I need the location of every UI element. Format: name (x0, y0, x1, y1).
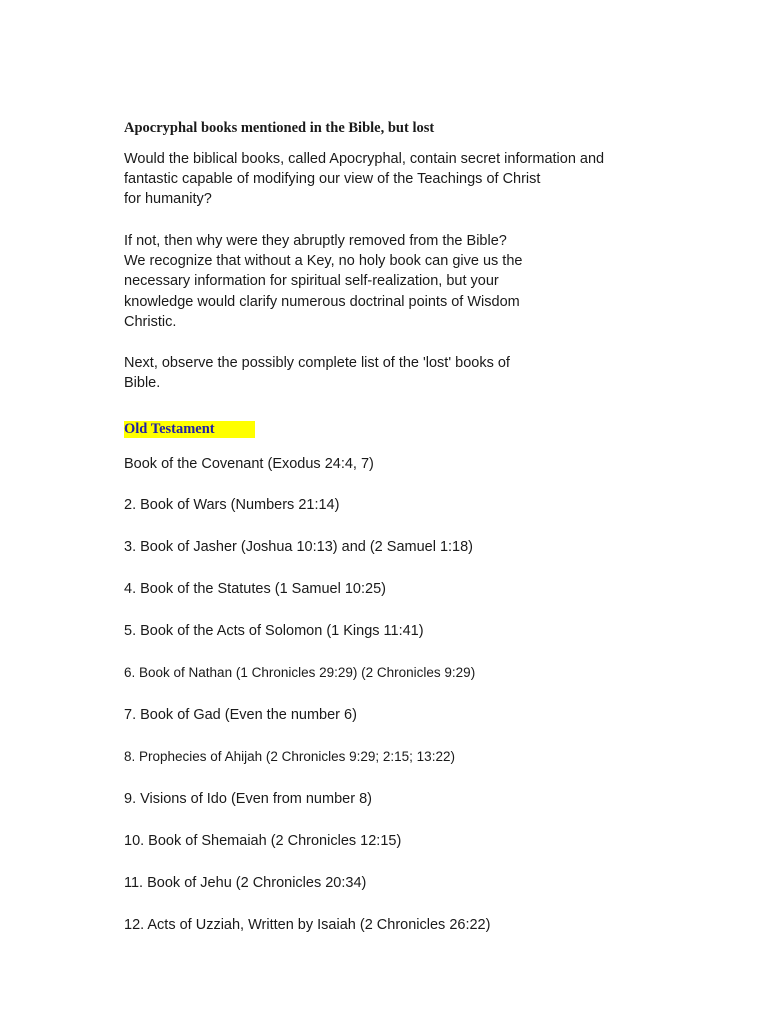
paragraph-line: fantastic capable of modifying our view of the Teachings of Christ (124, 171, 541, 188)
book-list-item: 7. Book of Gad (Even the number 6) (124, 707, 357, 723)
document-title: Apocryphal books mentioned in the Bible, but lost (124, 120, 435, 136)
paragraph-line: Bible. (124, 375, 161, 392)
book-list-item: 8. Prophecies of Ahijah (2 Chronicles 9:29; 2:15; 13:22) (124, 749, 455, 764)
paragraph-line: for humanity? (124, 191, 212, 208)
book-list-item: 6. Book of Nathan (1 Chronicles 29:29) (2 Chronicles 9:29) (124, 665, 476, 680)
paragraph-line: Next, observe the possibly complete list of the 'lost' books of (124, 355, 510, 371)
book-list-item: 4. Book of the Statutes (1 Samuel 10:25) (124, 581, 386, 597)
book-list-item: 12. Acts of Uzziah, Written by Isaiah (2 Chronicles 26:22) (124, 917, 491, 933)
book-list-item: 10. Book of Shemaiah (2 Chronicles 12:15) (124, 833, 402, 849)
book-list-item: Book of the Covenant (Exodus 24:4, 7) (124, 456, 374, 472)
book-list-item: 11. Book of Jehu (2 Chronicles 20:34) (124, 875, 367, 891)
book-list-item: 9. Visions of Ido (Even from number 8) (124, 791, 372, 807)
intro-paragraph (124, 149, 644, 210)
paragraph-line: Would the biblical books, called Apocryphal, contain secret information and (124, 151, 605, 167)
book-list-item: 2. Book of Wars (Numbers 21:14) (124, 497, 340, 513)
book-list-item: 3. Book of Jasher (Joshua 10:13) and (2 Samuel 1:18) (124, 539, 474, 555)
book-list-item: 5. Book of the Acts of Solomon (1 Kings 11:41) (124, 623, 424, 639)
paragraph-line: knowledge would clarify numerous doctrinal points of Wisdom (124, 293, 520, 310)
question-paragraph (124, 231, 644, 332)
paragraph-line: Christic. (124, 313, 177, 330)
paragraph-line: If not, then why were they abruptly removed from the Bible? (124, 233, 507, 249)
paragraph-line: necessary information for spiritual self-realization, but your (124, 273, 499, 290)
section-heading-old-testament: Old Testament (124, 421, 255, 438)
paragraph-line: We recognize that without a Key, no holy book can give us the (124, 253, 523, 270)
list-intro-paragraph (124, 353, 644, 393)
